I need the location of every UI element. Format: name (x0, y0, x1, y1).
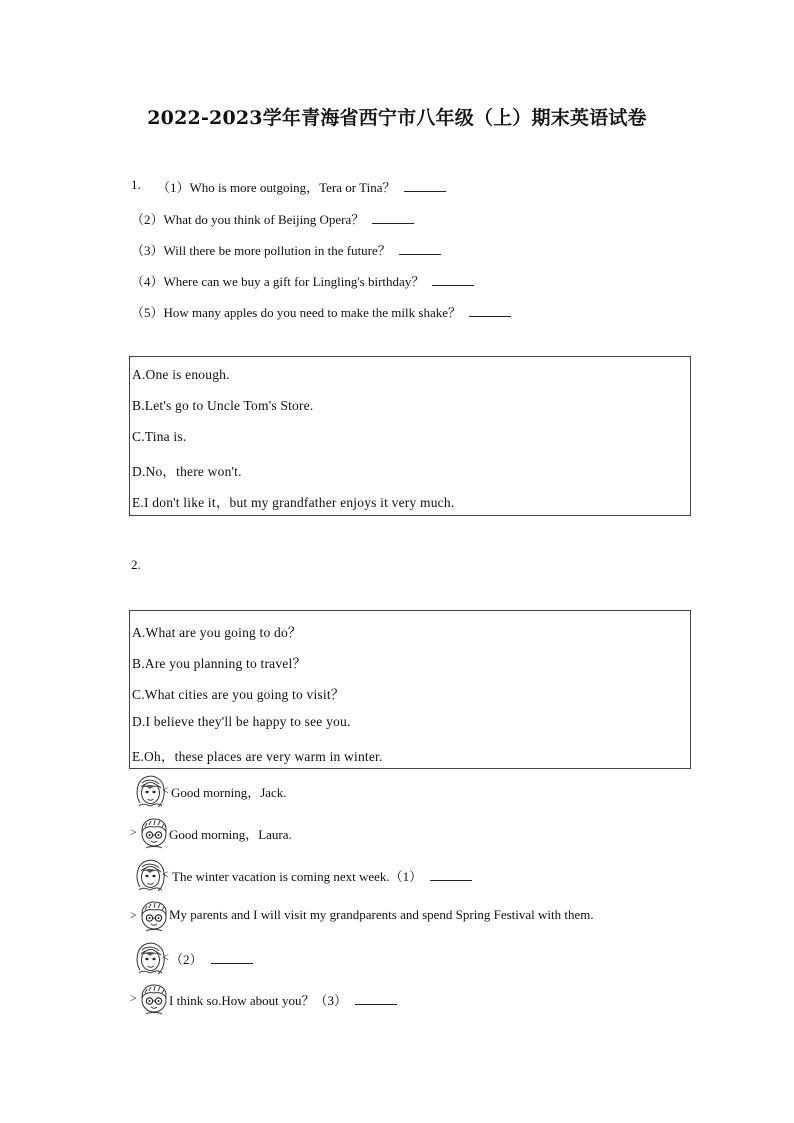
boy-avatar-icon (136, 815, 172, 851)
q2-option-d: D.I believe they'll be happy to see you. (132, 714, 351, 729)
boy-avatar-icon (136, 898, 172, 934)
q1-item-2-text: （2）What do you think of Beijing Opera？ (131, 212, 365, 227)
q1-item-4-text: （4）Where can we buy a gift for Lingling's birthday？ (131, 274, 425, 289)
q1-option-c: C.Tina is. (132, 429, 187, 444)
dialogue-marker: > (130, 825, 137, 839)
q1-options-box (129, 356, 691, 516)
answer-blank[interactable] (469, 303, 511, 317)
answer-blank[interactable] (211, 950, 253, 964)
q1-item-5 (131, 302, 511, 321)
dialogue-text: The winter vacation is coming next week.（1） (172, 869, 423, 884)
dialogue-line-1 (130, 773, 690, 809)
q1-option-b: B.Let's go to Uncle Tom's Store. (132, 398, 314, 413)
dialogue-marker: < (162, 950, 169, 964)
dialogue-text: Good morning，Jack. (171, 785, 287, 800)
q2-option-c: C.What cities are you going to visit？ (132, 687, 345, 702)
dialogue-marker: > (130, 908, 137, 922)
q1-option-a: A.One is enough. (132, 367, 230, 382)
dialogue-line-4 (130, 898, 690, 934)
dialogue-text-with-blank (172, 866, 472, 885)
dialogue-line-6 (130, 981, 690, 1017)
q1-item-2 (131, 209, 414, 228)
q1-number: 1. (131, 177, 141, 192)
q1-item-1 (157, 177, 446, 196)
dialogue-line-2 (130, 815, 690, 851)
q2-option-b: B.Are you planning to travel？ (132, 656, 307, 671)
dialogue-line-5 (130, 940, 690, 976)
page-title: 2022-2023学年青海省西宁市八年级（上）期末英语试卷 (147, 107, 647, 129)
answer-blank[interactable] (399, 241, 441, 255)
q2-option-e: E.Oh，these places are very warm in winter. (132, 749, 383, 764)
dialogue-marker: < (162, 783, 169, 797)
dialogue-text-with-blank (169, 990, 397, 1009)
dialogue-text: My parents and I will visit my grandparents and spend Spring Festival with them. (169, 907, 594, 922)
q1-item-3-text: （3）Will there be more pollution in the future？ (131, 243, 391, 258)
answer-blank[interactable] (432, 272, 474, 286)
dialogue-line-3 (130, 857, 690, 893)
q2-number: 2. (131, 557, 141, 572)
q2-options-box (129, 610, 691, 769)
q1-item-4 (131, 271, 474, 290)
answer-blank[interactable] (404, 178, 446, 192)
boy-avatar-icon (136, 981, 172, 1017)
dialogue-text-with-blank (170, 949, 253, 968)
q1-item-1-text: （1）Who is more outgoing，Tera or Tina？ (157, 180, 396, 195)
answer-blank[interactable] (430, 867, 472, 881)
q1-item-3 (131, 240, 441, 259)
dialogue-text: （2） (170, 952, 203, 967)
answer-blank[interactable] (355, 991, 397, 1005)
q2-option-a: A.What are you going to do？ (132, 625, 302, 640)
dialogue-text: I think so.How about you？（3） (169, 993, 348, 1008)
dialogue-text: Good morning，Laura. (169, 827, 292, 842)
answer-blank[interactable] (372, 210, 414, 224)
q1-option-d: D.No，there won't. (132, 464, 242, 479)
q1-option-e: E.I don't like it，but my grandfather enjoys it very much. (132, 495, 455, 510)
q1-item-5-text: （5）How many apples do you need to make the milk shake？ (131, 305, 461, 320)
dialogue-marker: > (130, 991, 137, 1005)
dialogue-marker: < (162, 867, 169, 881)
